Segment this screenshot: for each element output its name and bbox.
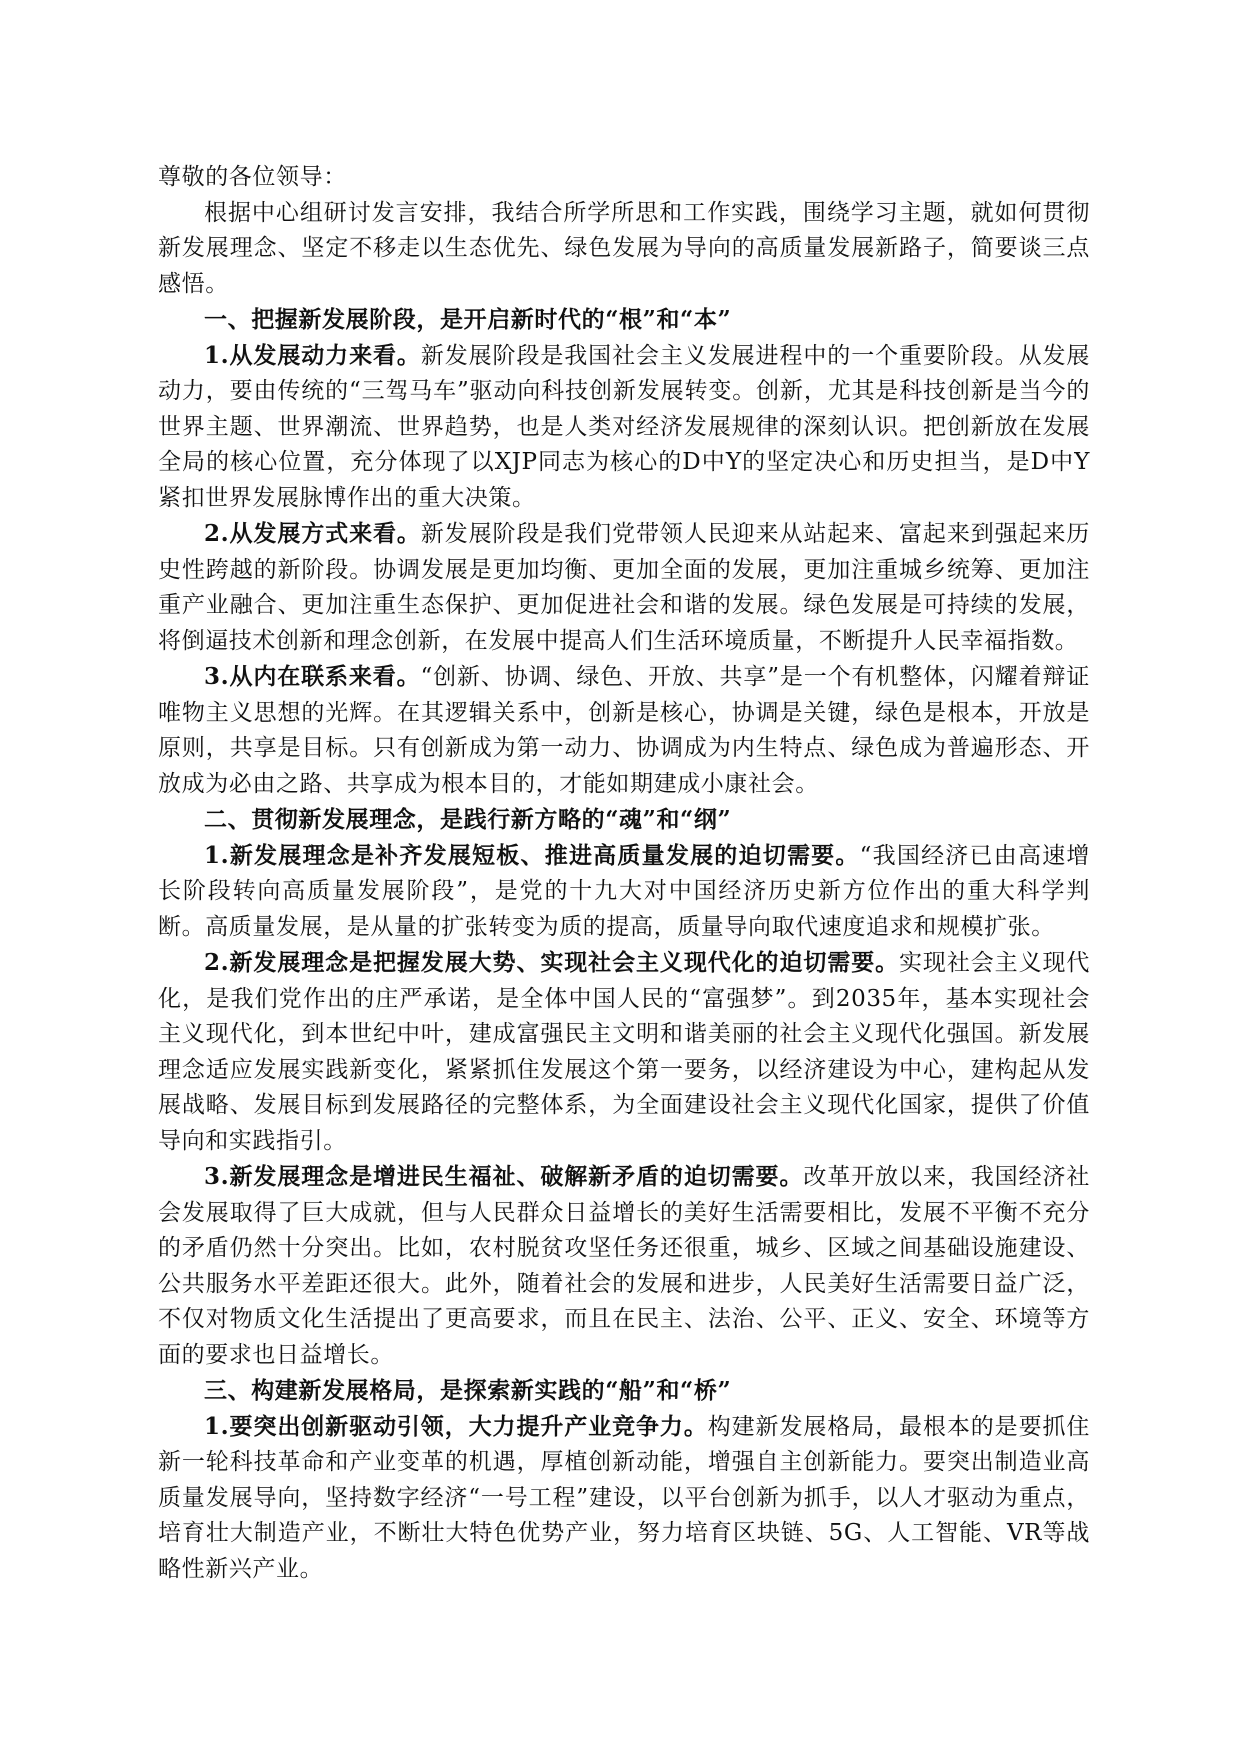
section-2-item-2 [158,945,1090,1159]
item-lead: 3.新发展理念是增进民生福祉、破解新矛盾的迫切需要。 [204,1163,804,1190]
item-text: “我国经济已由高速增长阶段转向高质量发展阶段”，是党的十九大对中国经济历史新方位作出的重大科学判断。高质量发展，是从量的扩张转变为质的提高，质量导向取代速度追求和规模扩张。 [158,842,1091,940]
section-1-item-1 [158,338,1090,517]
section-2-heading: 二、贯彻新发展理念，是践行新方略的“魂”和“纲” [204,806,732,833]
item-lead: 3.从内在联系来看。 [204,663,421,690]
document-body [158,160,1090,1587]
item-lead: 1.新发展理念是补齐发展短板、推进高质量发展的迫切需要。 [204,841,860,869]
section-3-heading: 三、构建新发展格局，是探索新实践的“船”和“桥” [204,1377,732,1404]
greeting-line: 尊敬的各位领导： [158,164,347,190]
section-1-item-3 [158,659,1090,802]
item-text: “创新、协调、绿色、开放、共享”是一个有机整体，闪耀着辩证唯物主义思想的光辉。在其逻辑关系中，创新是核心，协调是关键，绿色是根本，开放是原则，共享是目标。只有创新成为第一动力、协调成为内生特点、绿色成为普遍形态、开放成为必由之路、共享成为根本目的，才能如期建成小康社会。 [158,664,1090,797]
section-3-item-1 [158,1409,1090,1588]
intro-paragraph: 根据中心组研讨发言安排，我结合所学所思和工作实践，围绕学习主题，就如何贯彻新发展理念、坚定不移走以生态优先、绿色发展为导向的高质量发展新路子，简要谈三点感悟。 [158,199,1090,297]
item-text: 新发展阶段是我国社会主义发展进程中的一个重要阶段。从发展动力，要由传统的“三驾马车”驱动向科技创新发展转变。创新，尤其是科技创新是当今的世界主题、世界潮流、世界趋势，也是人类对经济发展规律的深刻认识。把创新放在发展全局的核心位置，充分体现了以XJP同志为核心的D中Y的坚定决心和历史担当，是D中Y紧扣世界发展脉博作出的重大决策。 [158,342,1090,511]
item-text: 实现社会主义现代化，是我们党作出的庄严承诺，是全体中国人民的“富强梦”。到2035年，基本实现社会主义现代化，到本世纪中叶，建成富强民主文明和谐美丽的社会主义现代化强国。新发展理念适应发展实践新变化，紧紧抓住发展这个第一要务，以经济建设为中心，建构起从发展战略、发展目标到发展路径的完整体系，为全面建设社会主义现代化国家，提供了价值导向和实践指引。 [158,950,1090,1154]
section-1-item-2 [158,516,1090,659]
section-2-item-3 [158,1159,1090,1373]
item-text: 改革开放以来，我国经济社会发展取得了巨大成就，但与人民群众日益增长的美好生活需要相比，发展不平衡不充分的矛盾仍然十分突出。比如，农村脱贫攻坚任务还很重，城乡、区域之间基础设施建设、公共服务水平差距还很大。此外，随着社会的发展和进步，人民美好生活需要日益广泛，不仅对物质文化生活提出了更高要求，而且在民主、法治、公平、正义、安全、环境等方面的要求也日益增长。 [158,1164,1090,1368]
section-1-heading: 一、把握新发展阶段，是开启新时代的“根”和“本” [204,306,732,333]
section-2-item-1 [158,838,1090,946]
item-lead: 1.要突出创新驱动引领，大力提升产业竞争力。 [204,1412,708,1440]
item-lead: 2.新发展理念是把握发展大势、实现社会主义现代化的迫切需要。 [204,949,900,976]
item-lead: 1.从发展动力来看。 [204,341,421,369]
item-lead: 2.从发展方式来看。 [204,520,421,547]
item-text: 新发展阶段是我们党带领人民迎来从站起来、富起来到强起来历史性跨越的新阶段。协调发展是更加均衡、更加全面的发展，更加注重城乡统筹、更加注重产业融合、更加注重生态保护、更加促进社会和谐的发展。绿色发展是可持续的发展，将倒逼技术创新和理念创新，在发展中提高人们生活环境质量，不断提升人民幸福指数。 [158,521,1090,654]
item-text: 构建新发展格局，最根本的是要抓住新一轮科技革命和产业变革的机遇，厚植创新动能，增强自主创新能力。要突出制造业高质量发展导向，坚持数字经济“一号工程”建设，以平台创新为抓手，以人才驱动为重点，培育壮大制造产业，不断壮大特色优势产业，努力培育区块链、5G、人工智能、VR等战略性新兴产业。 [158,1413,1090,1582]
